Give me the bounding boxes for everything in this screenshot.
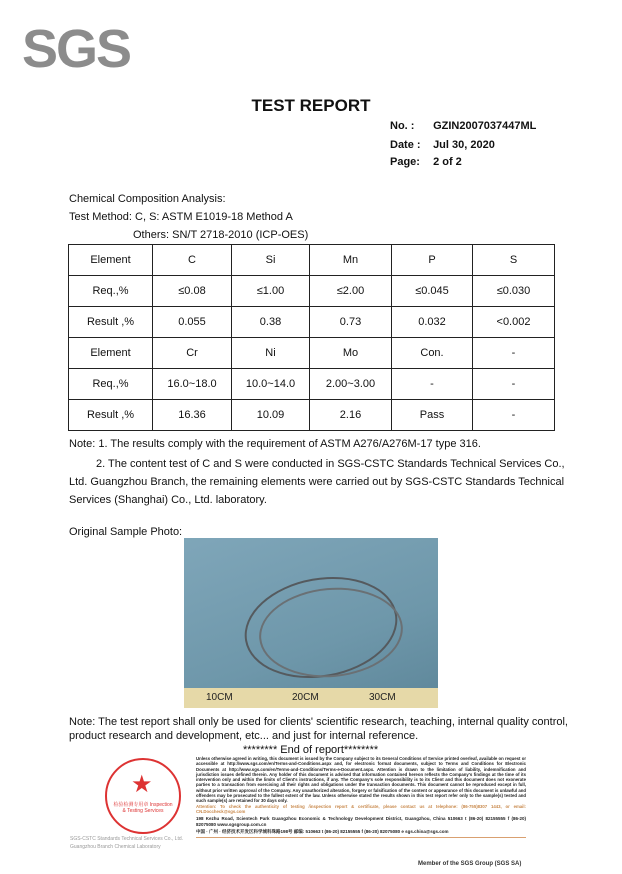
table-cell: 2.16: [310, 400, 392, 431]
table-cell: Si: [232, 245, 310, 276]
row-label: Element: [69, 338, 153, 369]
table-cell: Con.: [392, 338, 473, 369]
test-method-others: Others: SN/T 2718-2010 (ICP-OES): [133, 229, 309, 241]
sgs-logo: SGS: [22, 19, 131, 79]
table-row: [69, 307, 555, 338]
footer-disclaimer: Unless otherwise agreed in writing, this document is issued by the Company subject to its General Conditions of Service printed overleaf, available on request or accessible at http://www.sgs.com/en/Terms-and-Conditions.aspx and, for electronic format documents, subject to Terms and Conditions for Electronic Documents at http://www.sgs.com/en/Terms-and-Conditions/Terms-e-Document.aspx. Attention is drawn to the limitation of liability, indemnification and jurisdiction issues defined therein. Any holder of this document is advised that information contained hereon reflects the Company's findings at the time of its intervention only and within the limits of Client's instructions, if any. The Company's sole responsibility is to its Client and this document does not exonerate parties to a transaction from exercising all their rights and obligations under the transaction documents. This document cannot be reproduced except in full, without prior written approval of the Company. Any unauthorized alteration, forgery or falsification of the content or appearance of this document is unlawful and offenders may be prosecuted to the fullest extent of the law. Unless otherwise stated the results shown in this test report refer only to the sample(s) tested and such sample(s) are retained for 30 days only. Attention: To check the authenticity of testing /inspection report & certificate, please contact us at telephone: (86-755)8307 1443, or email: CN.Doccheck@sgs.com 198 Kezhu Road, Scientech Park Guangzhou Economic & Technology Development District, Guangzhou, China 510663 t (86-20) 82155555 f (86-20) 82075080 www.sgsgroup.com.cn 中国 · 广州 · 经济技术开发区科学城科珠路198号 邮编: 510663 t (86-20) 82155555 f (86-20) 82075080 e sgs.china@sgs.com: [196, 756, 526, 838]
table-cell: -: [392, 369, 473, 400]
table-cell: ≤0.08: [153, 276, 232, 307]
report-number: No. : GZIN2007037447ML: [390, 120, 537, 132]
row-label: Req.,%: [69, 369, 153, 400]
row-label: Result ,%: [69, 307, 153, 338]
table-cell: 0.032: [392, 307, 473, 338]
row-label: Result ,%: [69, 400, 153, 431]
table-row: [69, 245, 555, 276]
table-cell: -: [473, 369, 555, 400]
table-row: [69, 338, 555, 369]
table-cell: Mn: [310, 245, 392, 276]
table-cell: ≤2.00: [310, 276, 392, 307]
table-row: [69, 276, 555, 307]
company-branch: Guangzhou Branch Chemical Laboratory: [70, 844, 161, 850]
table-cell: C: [153, 245, 232, 276]
address-en: 198 Kezhu Road, Scientech Park Guangzhou Economic & Technology Development District, Guangzhou, China 510663 t (86-20) 82155555 f (86-20) 82075080 www.sgsgroup.com.cn: [196, 816, 526, 827]
table-cell: -: [473, 400, 555, 431]
composition-table: [68, 244, 555, 431]
report-page-number: Page: 2 of 2: [390, 156, 462, 168]
ruler: [184, 688, 438, 708]
table-cell: 10.0~14.0: [232, 369, 310, 400]
report-title: TEST REPORT: [251, 96, 371, 115]
table-cell: Ni: [232, 338, 310, 369]
star-icon: ★: [131, 771, 153, 798]
table-row: [69, 369, 555, 400]
table-cell: S: [473, 245, 555, 276]
table-cell: ≤1.00: [232, 276, 310, 307]
company-seal: ★ 检验检测专用章 Inspection & Testing Services: [105, 758, 181, 834]
table-cell: Cr: [153, 338, 232, 369]
table-row: [69, 400, 555, 431]
section-heading: Chemical Composition Analysis:: [69, 193, 226, 205]
table-cell: 16.36: [153, 400, 232, 431]
table-cell: Pass: [392, 400, 473, 431]
row-label: Element: [69, 245, 153, 276]
table-cell: -: [473, 338, 555, 369]
end-of-report: ******** End of report********: [243, 744, 379, 756]
member-note: Member of the SGS Group (SGS SA): [418, 861, 522, 867]
ruler-label: 30CM: [369, 692, 396, 703]
sample-photo: [184, 538, 438, 708]
table-cell: 10.09: [232, 400, 310, 431]
table-cell: ≤0.030: [473, 276, 555, 307]
table-cell: <0.002: [473, 307, 555, 338]
ruler-label: 20CM: [292, 692, 319, 703]
test-method: Test Method: C, S: ASTM E1019-18 Method A: [69, 211, 293, 223]
table-cell: Mo: [310, 338, 392, 369]
final-note-line-2: product research and development, etc... and just for internal reference.: [69, 730, 419, 742]
table-cell: ≤0.045: [392, 276, 473, 307]
table-cell: 16.0~18.0: [153, 369, 232, 400]
table-cell: 0.38: [232, 307, 310, 338]
table-cell: 0.055: [153, 307, 232, 338]
row-label: Req.,%: [69, 276, 153, 307]
address-cn: 中国 · 广州 · 经济技术开发区科学城科珠路198号 邮编: 510663 t (86-20) 82155555 f (86-20) 82075080 e sgs.china@sgs.com: [196, 829, 526, 838]
note-2-line-1: 2. The content test of C and S were conducted in SGS-CSTC Standards Technical Services Co.,: [96, 458, 565, 470]
note-2-line-2: Ltd. Guangzhou Branch, the remaining elements were carried out by SGS-CSTC Standards Technical: [69, 476, 565, 488]
authenticity-notice: Attention: To check the authenticity of testing /inspection report & certificate, please contact us at telephone: (86-755)8307 1443, or email: CN.Doccheck@sgs.com: [196, 803, 526, 814]
note-2-line-3: Services (Shanghai) Co., Ltd. laboratory.: [69, 494, 267, 506]
final-note-line-1: Note: The test report shall only be used for clients' scientific research, teaching, internal quality control,: [69, 716, 568, 728]
report-date: Date : Jul 30, 2020: [390, 139, 495, 151]
table-cell: 0.73: [310, 307, 392, 338]
ruler-label: 10CM: [206, 692, 233, 703]
table-cell: 2.00~3.00: [310, 369, 392, 400]
company-name: SGS-CSTC Standards Technical Services Co., Ltd.: [70, 836, 184, 842]
photo-label: Original Sample Photo:: [69, 526, 183, 538]
table-cell: P: [392, 245, 473, 276]
note-1: Note: 1. The results comply with the requirement of ASTM A276/A276M-17 type 316.: [69, 438, 481, 450]
